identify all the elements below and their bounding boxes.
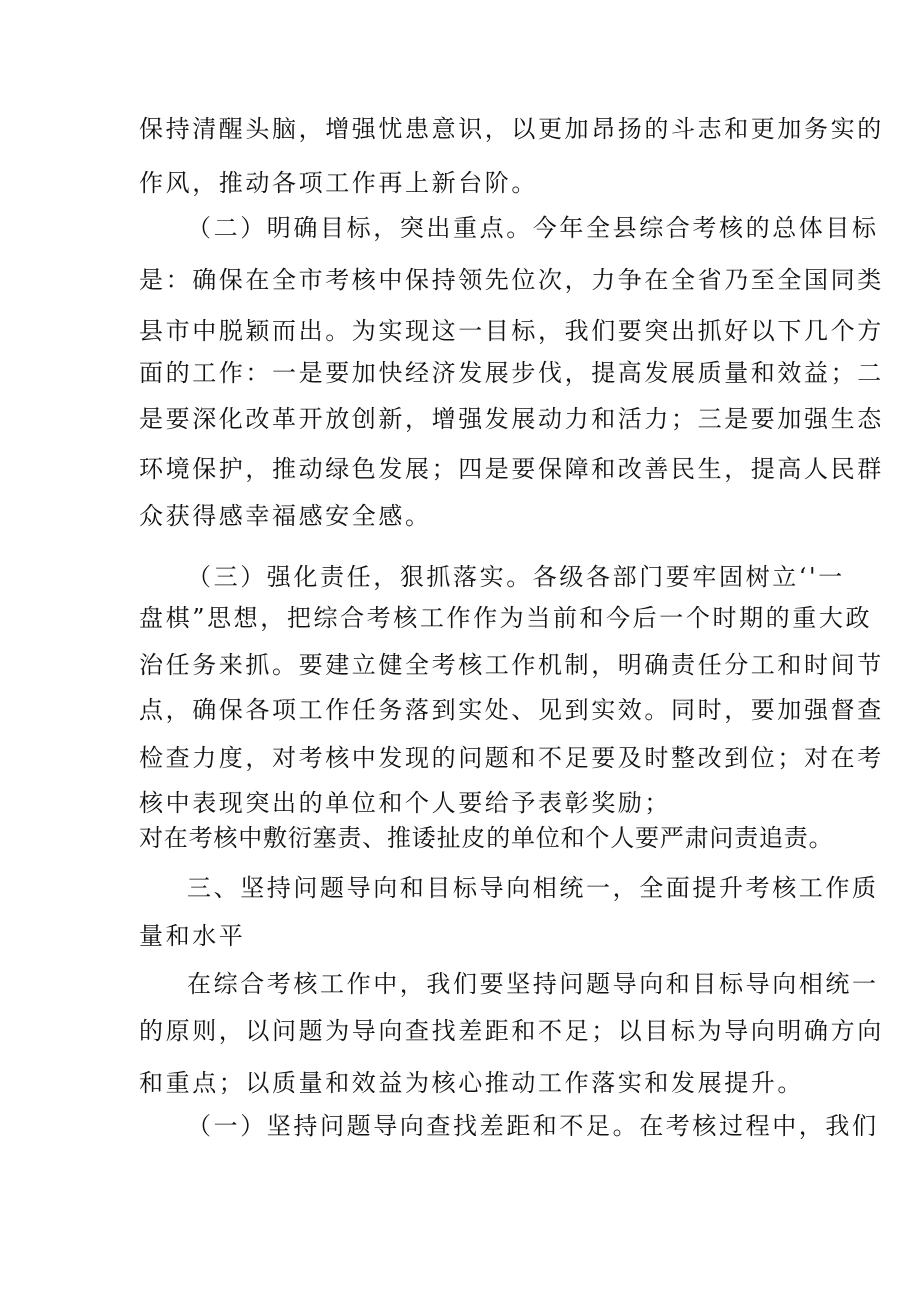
text-line: 作风，推动各项工作再上新台阶。 bbox=[139, 169, 538, 197]
text-line: 保持清醒头脑，增强忧患意识，以更加昂扬的斗志和更加务实的 bbox=[139, 115, 884, 143]
text-line: 众获得感幸福感安全感。 bbox=[139, 502, 432, 530]
text-line: 在综合考核工作中，我们要坚持问题导向和目标导向相统一 bbox=[187, 970, 879, 998]
text-line: （三）强化责任，狠抓落实。各级各部门要牢固树立‘'一 bbox=[187, 563, 845, 591]
text-line: 是：确保在全市考核中保持领先位次，力争在全省乃至全国同类 bbox=[139, 266, 884, 294]
text-line: 的原则，以问题为导向查找差距和不足；以目标为导向明确方向 bbox=[139, 1017, 884, 1045]
text-line: （二）明确目标，突出重点。今年全县综合考核的总体目标 bbox=[187, 214, 879, 242]
section-heading: 三、坚持问题导向和目标导向相统一，全面提升考核工作质 bbox=[187, 874, 879, 902]
text-line: 核中表现突出的单位和个人要给予表彰奖励； bbox=[139, 789, 671, 817]
text-line: 治任务来抓。要建立健全考核工作机制，明确责任分工和时间节 bbox=[139, 651, 884, 679]
text-line: 对在考核中敷衍塞责、推诿扯皮的单位和个人要严肃问责追责。 bbox=[139, 824, 834, 852]
text-line: 县市中脱颖而出。为实现这一目标，我们要突出抓好以下几个方 bbox=[139, 317, 884, 345]
text-line: 面的工作：一是要加快经济发展步伐，提高发展质量和效益；二 bbox=[139, 359, 884, 387]
text-line: 点，确保各项工作任务落到实处、见到实效。同时，要加强督查 bbox=[139, 696, 884, 724]
text-line: （一）坚持问题导向查找差距和不足。在考核过程中，我们 bbox=[187, 1112, 879, 1140]
text-line: 检查力度，对考核中发现的问题和不足要及时整改到位；对在考 bbox=[139, 744, 884, 772]
text-line: 和重点；以质量和效益为核心推动工作落实和发展提升。 bbox=[139, 1069, 804, 1097]
section-heading: 量和水平 bbox=[139, 922, 246, 950]
text-line: 是要深化改革开放创新，增强发展动力和活力；三是要加强生态 bbox=[139, 405, 884, 433]
text-line: 盘棋”思想，把综合考核工作作为当前和今后一个时期的重大政 bbox=[139, 604, 873, 632]
text-line: 环境保护，推动绿色发展；四是要保障和改善民生，提高人民群 bbox=[139, 455, 884, 483]
